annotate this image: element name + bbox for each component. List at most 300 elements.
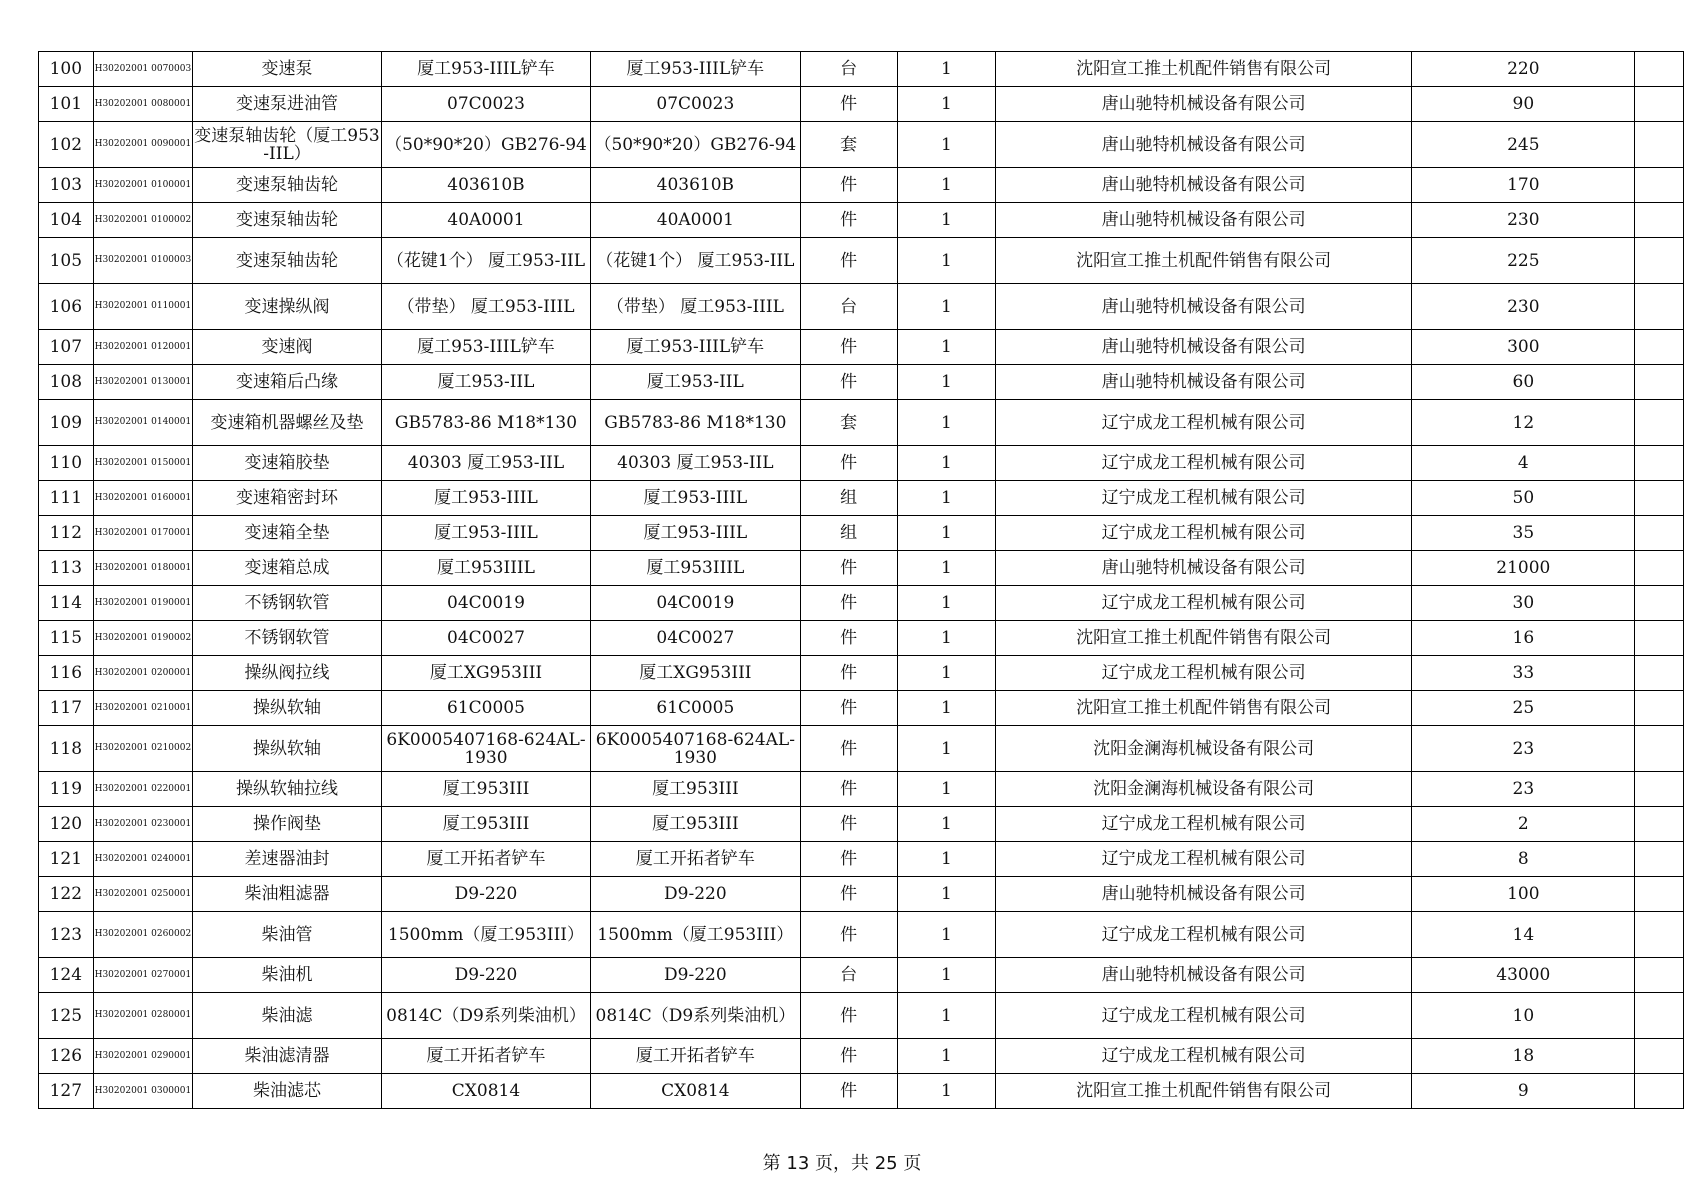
remark [1635, 87, 1684, 122]
item-code: H30202001 0100002 [93, 203, 193, 238]
item-spec: （带垫） 厦工953-IIIL [381, 284, 590, 330]
item-name: 柴油滤清器 [193, 1039, 382, 1074]
item-name: 变速泵进油管 [193, 87, 382, 122]
unit-price: 60 [1412, 365, 1635, 400]
supplier-name: 辽宁成龙工程机械有限公司 [996, 586, 1412, 621]
remark [1635, 621, 1684, 656]
item-name: 变速箱全垫 [193, 516, 382, 551]
item-quantity: 1 [897, 958, 995, 993]
item-code: H30202001 0200001 [93, 656, 193, 691]
remark [1635, 168, 1684, 203]
item-unit: 件 [800, 1039, 897, 1074]
item-quantity: 1 [897, 691, 995, 726]
item-quantity: 1 [897, 365, 995, 400]
unit-price: 23 [1412, 726, 1635, 772]
item-code: H30202001 0130001 [93, 365, 193, 400]
item-spec: D9-220 [381, 958, 590, 993]
item-model: 厦工953-IIIL [591, 516, 800, 551]
table-row [39, 1039, 1684, 1074]
item-unit: 台 [800, 284, 897, 330]
item-model: 厦工953-IIIL [591, 481, 800, 516]
item-spec: D9-220 [381, 877, 590, 912]
supplier-name: 辽宁成龙工程机械有限公司 [996, 842, 1412, 877]
supplier-name: 沈阳宣工推土机配件销售有限公司 [996, 691, 1412, 726]
item-code: H30202001 0260002 [93, 912, 193, 958]
item-quantity: 1 [897, 122, 995, 168]
unit-price: 18 [1412, 1039, 1635, 1074]
unit-price: 50 [1412, 481, 1635, 516]
unit-price: 9 [1412, 1074, 1635, 1109]
unit-price: 16 [1412, 621, 1635, 656]
supplier-name: 辽宁成龙工程机械有限公司 [996, 912, 1412, 958]
item-spec: 61C0005 [381, 691, 590, 726]
table-row [39, 842, 1684, 877]
item-spec: 厦工953III [381, 772, 590, 807]
unit-price: 12 [1412, 400, 1635, 446]
item-code: H30202001 0240001 [93, 842, 193, 877]
unit-price: 25 [1412, 691, 1635, 726]
item-spec: CX0814 [381, 1074, 590, 1109]
supplier-name: 辽宁成龙工程机械有限公司 [996, 993, 1412, 1039]
item-code: H30202001 0100003 [93, 238, 193, 284]
item-spec: 厦工953-IIIL铲车 [381, 52, 590, 87]
table-row [39, 87, 1684, 122]
item-unit: 件 [800, 993, 897, 1039]
unit-price: 245 [1412, 122, 1635, 168]
unit-price: 170 [1412, 168, 1635, 203]
table-row [39, 807, 1684, 842]
unit-price: 230 [1412, 284, 1635, 330]
item-code: H30202001 0300001 [93, 1074, 193, 1109]
item-code: H30202001 0190002 [93, 621, 193, 656]
item-quantity: 1 [897, 656, 995, 691]
item-code: H30202001 0170001 [93, 516, 193, 551]
item-quantity: 1 [897, 284, 995, 330]
supplier-name: 唐山驰特机械设备有限公司 [996, 958, 1412, 993]
item-quantity: 1 [897, 87, 995, 122]
item-model: 厦工953IIIL [591, 551, 800, 586]
item-spec: 厦工953-IIIL [381, 481, 590, 516]
parts-price-table [38, 51, 1684, 1109]
item-quantity: 1 [897, 772, 995, 807]
row-number: 100 [39, 52, 94, 87]
item-unit: 件 [800, 238, 897, 284]
page-footer: 第 13 页，共 25 页 [762, 1153, 922, 1174]
supplier-name: 唐山驰特机械设备有限公司 [996, 203, 1412, 238]
item-name: 变速操纵阀 [193, 284, 382, 330]
supplier-name: 唐山驰特机械设备有限公司 [996, 551, 1412, 586]
remark [1635, 958, 1684, 993]
item-quantity: 1 [897, 586, 995, 621]
remark [1635, 877, 1684, 912]
row-number: 117 [39, 691, 94, 726]
item-spec: 0814C（D9系列柴油机） [381, 993, 590, 1039]
item-name: 变速阀 [193, 330, 382, 365]
item-spec: （50*90*20）GB276-94 [381, 122, 590, 168]
item-code: H30202001 0070003 [93, 52, 193, 87]
row-number: 118 [39, 726, 94, 772]
table-row [39, 516, 1684, 551]
item-code: H30202001 0080001 [93, 87, 193, 122]
table-row [39, 621, 1684, 656]
item-model: GB5783-86 M18*130 [591, 400, 800, 446]
item-unit: 件 [800, 586, 897, 621]
row-number: 106 [39, 284, 94, 330]
table-row [39, 400, 1684, 446]
supplier-name: 沈阳金澜海机械设备有限公司 [996, 726, 1412, 772]
item-unit: 组 [800, 481, 897, 516]
item-name: 柴油机 [193, 958, 382, 993]
row-number: 126 [39, 1039, 94, 1074]
remark [1635, 551, 1684, 586]
item-spec: 厦工953III [381, 807, 590, 842]
item-code: H30202001 0100001 [93, 168, 193, 203]
remark [1635, 481, 1684, 516]
table-row [39, 481, 1684, 516]
item-model: 厦工953III [591, 772, 800, 807]
item-spec: 6K0005407168-624AL-1930 [381, 726, 590, 772]
item-unit: 件 [800, 726, 897, 772]
item-model: 40303 厦工953-IIL [591, 446, 800, 481]
item-quantity: 1 [897, 726, 995, 772]
unit-price: 225 [1412, 238, 1635, 284]
table-row [39, 1074, 1684, 1109]
supplier-name: 辽宁成龙工程机械有限公司 [996, 656, 1412, 691]
item-quantity: 1 [897, 1039, 995, 1074]
remark [1635, 842, 1684, 877]
item-model: 04C0019 [591, 586, 800, 621]
item-spec: 403610B [381, 168, 590, 203]
supplier-name: 辽宁成龙工程机械有限公司 [996, 400, 1412, 446]
table-row [39, 551, 1684, 586]
supplier-name: 唐山驰特机械设备有限公司 [996, 168, 1412, 203]
unit-price: 14 [1412, 912, 1635, 958]
unit-price: 10 [1412, 993, 1635, 1039]
item-code: H30202001 0210001 [93, 691, 193, 726]
item-spec: 04C0019 [381, 586, 590, 621]
item-unit: 件 [800, 691, 897, 726]
unit-price: 220 [1412, 52, 1635, 87]
supplier-name: 辽宁成龙工程机械有限公司 [996, 516, 1412, 551]
remark [1635, 516, 1684, 551]
table-row [39, 122, 1684, 168]
table-row [39, 691, 1684, 726]
supplier-name: 辽宁成龙工程机械有限公司 [996, 807, 1412, 842]
unit-price: 90 [1412, 87, 1635, 122]
unit-price: 21000 [1412, 551, 1635, 586]
item-code: H30202001 0250001 [93, 877, 193, 912]
item-unit: 件 [800, 446, 897, 481]
item-name: 变速泵轴齿轮 [193, 203, 382, 238]
item-unit: 件 [800, 330, 897, 365]
item-spec: 厦工953-IIIL铲车 [381, 330, 590, 365]
item-model: 厦工XG953III [591, 656, 800, 691]
item-model: 0814C（D9系列柴油机） [591, 993, 800, 1039]
item-name: 操纵软轴拉线 [193, 772, 382, 807]
item-code: H30202001 0220001 [93, 772, 193, 807]
item-spec: 07C0023 [381, 87, 590, 122]
unit-price: 230 [1412, 203, 1635, 238]
table-row [39, 772, 1684, 807]
row-number: 111 [39, 481, 94, 516]
item-unit: 件 [800, 807, 897, 842]
item-name: 操纵软轴 [193, 691, 382, 726]
remark [1635, 586, 1684, 621]
supplier-name: 辽宁成龙工程机械有限公司 [996, 1039, 1412, 1074]
table-row [39, 993, 1684, 1039]
item-model: 厦工开拓者铲车 [591, 1039, 800, 1074]
item-quantity: 1 [897, 52, 995, 87]
row-number: 104 [39, 203, 94, 238]
remark [1635, 807, 1684, 842]
row-number: 114 [39, 586, 94, 621]
remark [1635, 993, 1684, 1039]
item-code: H30202001 0160001 [93, 481, 193, 516]
row-number: 107 [39, 330, 94, 365]
row-number: 110 [39, 446, 94, 481]
unit-price: 23 [1412, 772, 1635, 807]
item-model: 厦工953-IIIL铲车 [591, 330, 800, 365]
supplier-name: 沈阳宣工推土机配件销售有限公司 [996, 238, 1412, 284]
item-model: 1500mm（厦工953III） [591, 912, 800, 958]
item-quantity: 1 [897, 807, 995, 842]
item-name: 变速箱总成 [193, 551, 382, 586]
row-number: 127 [39, 1074, 94, 1109]
item-unit: 件 [800, 877, 897, 912]
unit-price: 4 [1412, 446, 1635, 481]
item-model: D9-220 [591, 877, 800, 912]
remark [1635, 284, 1684, 330]
item-unit: 套 [800, 122, 897, 168]
item-quantity: 1 [897, 877, 995, 912]
unit-price: 35 [1412, 516, 1635, 551]
item-model: 厦工开拓者铲车 [591, 842, 800, 877]
item-code: H30202001 0290001 [93, 1039, 193, 1074]
supplier-name: 沈阳金澜海机械设备有限公司 [996, 772, 1412, 807]
supplier-name: 辽宁成龙工程机械有限公司 [996, 481, 1412, 516]
item-unit: 件 [800, 1074, 897, 1109]
item-model: 04C0027 [591, 621, 800, 656]
unit-price: 300 [1412, 330, 1635, 365]
remark [1635, 400, 1684, 446]
unit-price: 2 [1412, 807, 1635, 842]
item-unit: 件 [800, 912, 897, 958]
item-spec: 厦工开拓者铲车 [381, 842, 590, 877]
item-model: 厦工953-IIL [591, 365, 800, 400]
item-model: D9-220 [591, 958, 800, 993]
item-code: H30202001 0280001 [93, 993, 193, 1039]
item-name: 不锈钢软管 [193, 621, 382, 656]
row-number: 119 [39, 772, 94, 807]
remark [1635, 912, 1684, 958]
item-name: 柴油粗滤器 [193, 877, 382, 912]
table-row [39, 912, 1684, 958]
row-number: 102 [39, 122, 94, 168]
supplier-name: 唐山驰特机械设备有限公司 [996, 330, 1412, 365]
item-quantity: 1 [897, 238, 995, 284]
row-number: 101 [39, 87, 94, 122]
row-number: 125 [39, 993, 94, 1039]
item-unit: 件 [800, 203, 897, 238]
item-code: H30202001 0120001 [93, 330, 193, 365]
item-name: 操纵阀拉线 [193, 656, 382, 691]
table-row [39, 168, 1684, 203]
item-name: 柴油管 [193, 912, 382, 958]
item-model: 6K0005407168-624AL-1930 [591, 726, 800, 772]
item-quantity: 1 [897, 842, 995, 877]
supplier-name: 沈阳宣工推土机配件销售有限公司 [996, 621, 1412, 656]
item-code: H30202001 0140001 [93, 400, 193, 446]
remark [1635, 726, 1684, 772]
item-name: 变速箱胶垫 [193, 446, 382, 481]
table-row [39, 238, 1684, 284]
item-quantity: 1 [897, 993, 995, 1039]
supplier-name: 唐山驰特机械设备有限公司 [996, 877, 1412, 912]
row-number: 116 [39, 656, 94, 691]
item-spec: 厦工XG953III [381, 656, 590, 691]
remark [1635, 446, 1684, 481]
remark [1635, 1074, 1684, 1109]
item-spec: 1500mm（厦工953III） [381, 912, 590, 958]
item-name: 变速泵轴齿轮 [193, 238, 382, 284]
item-name: 差速器油封 [193, 842, 382, 877]
supplier-name: 唐山驰特机械设备有限公司 [996, 122, 1412, 168]
item-unit: 件 [800, 168, 897, 203]
item-name: 变速箱机器螺丝及垫 [193, 400, 382, 446]
remark [1635, 203, 1684, 238]
item-unit: 件 [800, 621, 897, 656]
row-number: 108 [39, 365, 94, 400]
item-unit: 套 [800, 400, 897, 446]
item-code: H30202001 0230001 [93, 807, 193, 842]
item-unit: 组 [800, 516, 897, 551]
row-number: 109 [39, 400, 94, 446]
remark [1635, 656, 1684, 691]
item-model: （50*90*20）GB276-94 [591, 122, 800, 168]
unit-price: 33 [1412, 656, 1635, 691]
unit-price: 43000 [1412, 958, 1635, 993]
item-model: 61C0005 [591, 691, 800, 726]
item-code: H30202001 0150001 [93, 446, 193, 481]
item-name: 操作阀垫 [193, 807, 382, 842]
row-number: 124 [39, 958, 94, 993]
item-quantity: 1 [897, 168, 995, 203]
item-code: H30202001 0190001 [93, 586, 193, 621]
item-name: 变速泵轴齿轮 [193, 168, 382, 203]
remark [1635, 52, 1684, 87]
item-name: 变速泵轴齿轮（厦工953-IIL） [193, 122, 382, 168]
item-quantity: 1 [897, 446, 995, 481]
table-row [39, 365, 1684, 400]
item-code: H30202001 0180001 [93, 551, 193, 586]
item-spec: 厦工953-IIL [381, 365, 590, 400]
row-number: 123 [39, 912, 94, 958]
unit-price: 30 [1412, 586, 1635, 621]
item-model: 厦工953-IIIL铲车 [591, 52, 800, 87]
item-name: 变速箱密封环 [193, 481, 382, 516]
row-number: 115 [39, 621, 94, 656]
table-row [39, 284, 1684, 330]
item-spec: 厦工953-IIIL [381, 516, 590, 551]
remark [1635, 122, 1684, 168]
item-unit: 件 [800, 772, 897, 807]
supplier-name: 唐山驰特机械设备有限公司 [996, 87, 1412, 122]
item-name: 柴油滤 [193, 993, 382, 1039]
item-quantity: 1 [897, 400, 995, 446]
item-name: 不锈钢软管 [193, 586, 382, 621]
row-number: 105 [39, 238, 94, 284]
item-unit: 件 [800, 551, 897, 586]
supplier-name: 沈阳宣工推土机配件销售有限公司 [996, 1074, 1412, 1109]
remark [1635, 1039, 1684, 1074]
supplier-name: 唐山驰特机械设备有限公司 [996, 365, 1412, 400]
item-unit: 台 [800, 52, 897, 87]
supplier-name: 辽宁成龙工程机械有限公司 [996, 446, 1412, 481]
item-spec: （花键1个） 厦工953-IIL [381, 238, 590, 284]
item-code: H30202001 0110001 [93, 284, 193, 330]
item-spec: 厦工开拓者铲车 [381, 1039, 590, 1074]
item-model: 厦工953III [591, 807, 800, 842]
remark [1635, 691, 1684, 726]
table-body [39, 52, 1684, 1109]
table-row [39, 726, 1684, 772]
item-unit: 件 [800, 87, 897, 122]
item-spec: GB5783-86 M18*130 [381, 400, 590, 446]
item-unit: 件 [800, 842, 897, 877]
item-model: （带垫） 厦工953-IIIL [591, 284, 800, 330]
item-code: H30202001 0270001 [93, 958, 193, 993]
table-row [39, 52, 1684, 87]
item-name: 操纵软轴 [193, 726, 382, 772]
item-quantity: 1 [897, 516, 995, 551]
item-name: 变速箱后凸缘 [193, 365, 382, 400]
row-number: 103 [39, 168, 94, 203]
item-quantity: 1 [897, 1074, 995, 1109]
remark [1635, 238, 1684, 284]
item-model: 07C0023 [591, 87, 800, 122]
row-number: 113 [39, 551, 94, 586]
supplier-name: 唐山驰特机械设备有限公司 [996, 284, 1412, 330]
item-quantity: 1 [897, 551, 995, 586]
item-spec: 40A0001 [381, 203, 590, 238]
row-number: 120 [39, 807, 94, 842]
unit-price: 8 [1412, 842, 1635, 877]
unit-price: 100 [1412, 877, 1635, 912]
item-model: （花键1个） 厦工953-IIL [591, 238, 800, 284]
item-quantity: 1 [897, 330, 995, 365]
item-spec: 04C0027 [381, 621, 590, 656]
table-row [39, 958, 1684, 993]
item-unit: 台 [800, 958, 897, 993]
item-name: 变速泵 [193, 52, 382, 87]
item-code: H30202001 0090001 [93, 122, 193, 168]
table-row [39, 446, 1684, 481]
item-spec: 40303 厦工953-IIL [381, 446, 590, 481]
remark [1635, 772, 1684, 807]
item-quantity: 1 [897, 912, 995, 958]
remark [1635, 330, 1684, 365]
table-row [39, 330, 1684, 365]
item-quantity: 1 [897, 621, 995, 656]
item-quantity: 1 [897, 481, 995, 516]
row-number: 121 [39, 842, 94, 877]
row-number: 112 [39, 516, 94, 551]
item-name: 柴油滤芯 [193, 1074, 382, 1109]
table-row [39, 203, 1684, 238]
remark [1635, 365, 1684, 400]
item-model: 403610B [591, 168, 800, 203]
supplier-name: 沈阳宣工推土机配件销售有限公司 [996, 52, 1412, 87]
